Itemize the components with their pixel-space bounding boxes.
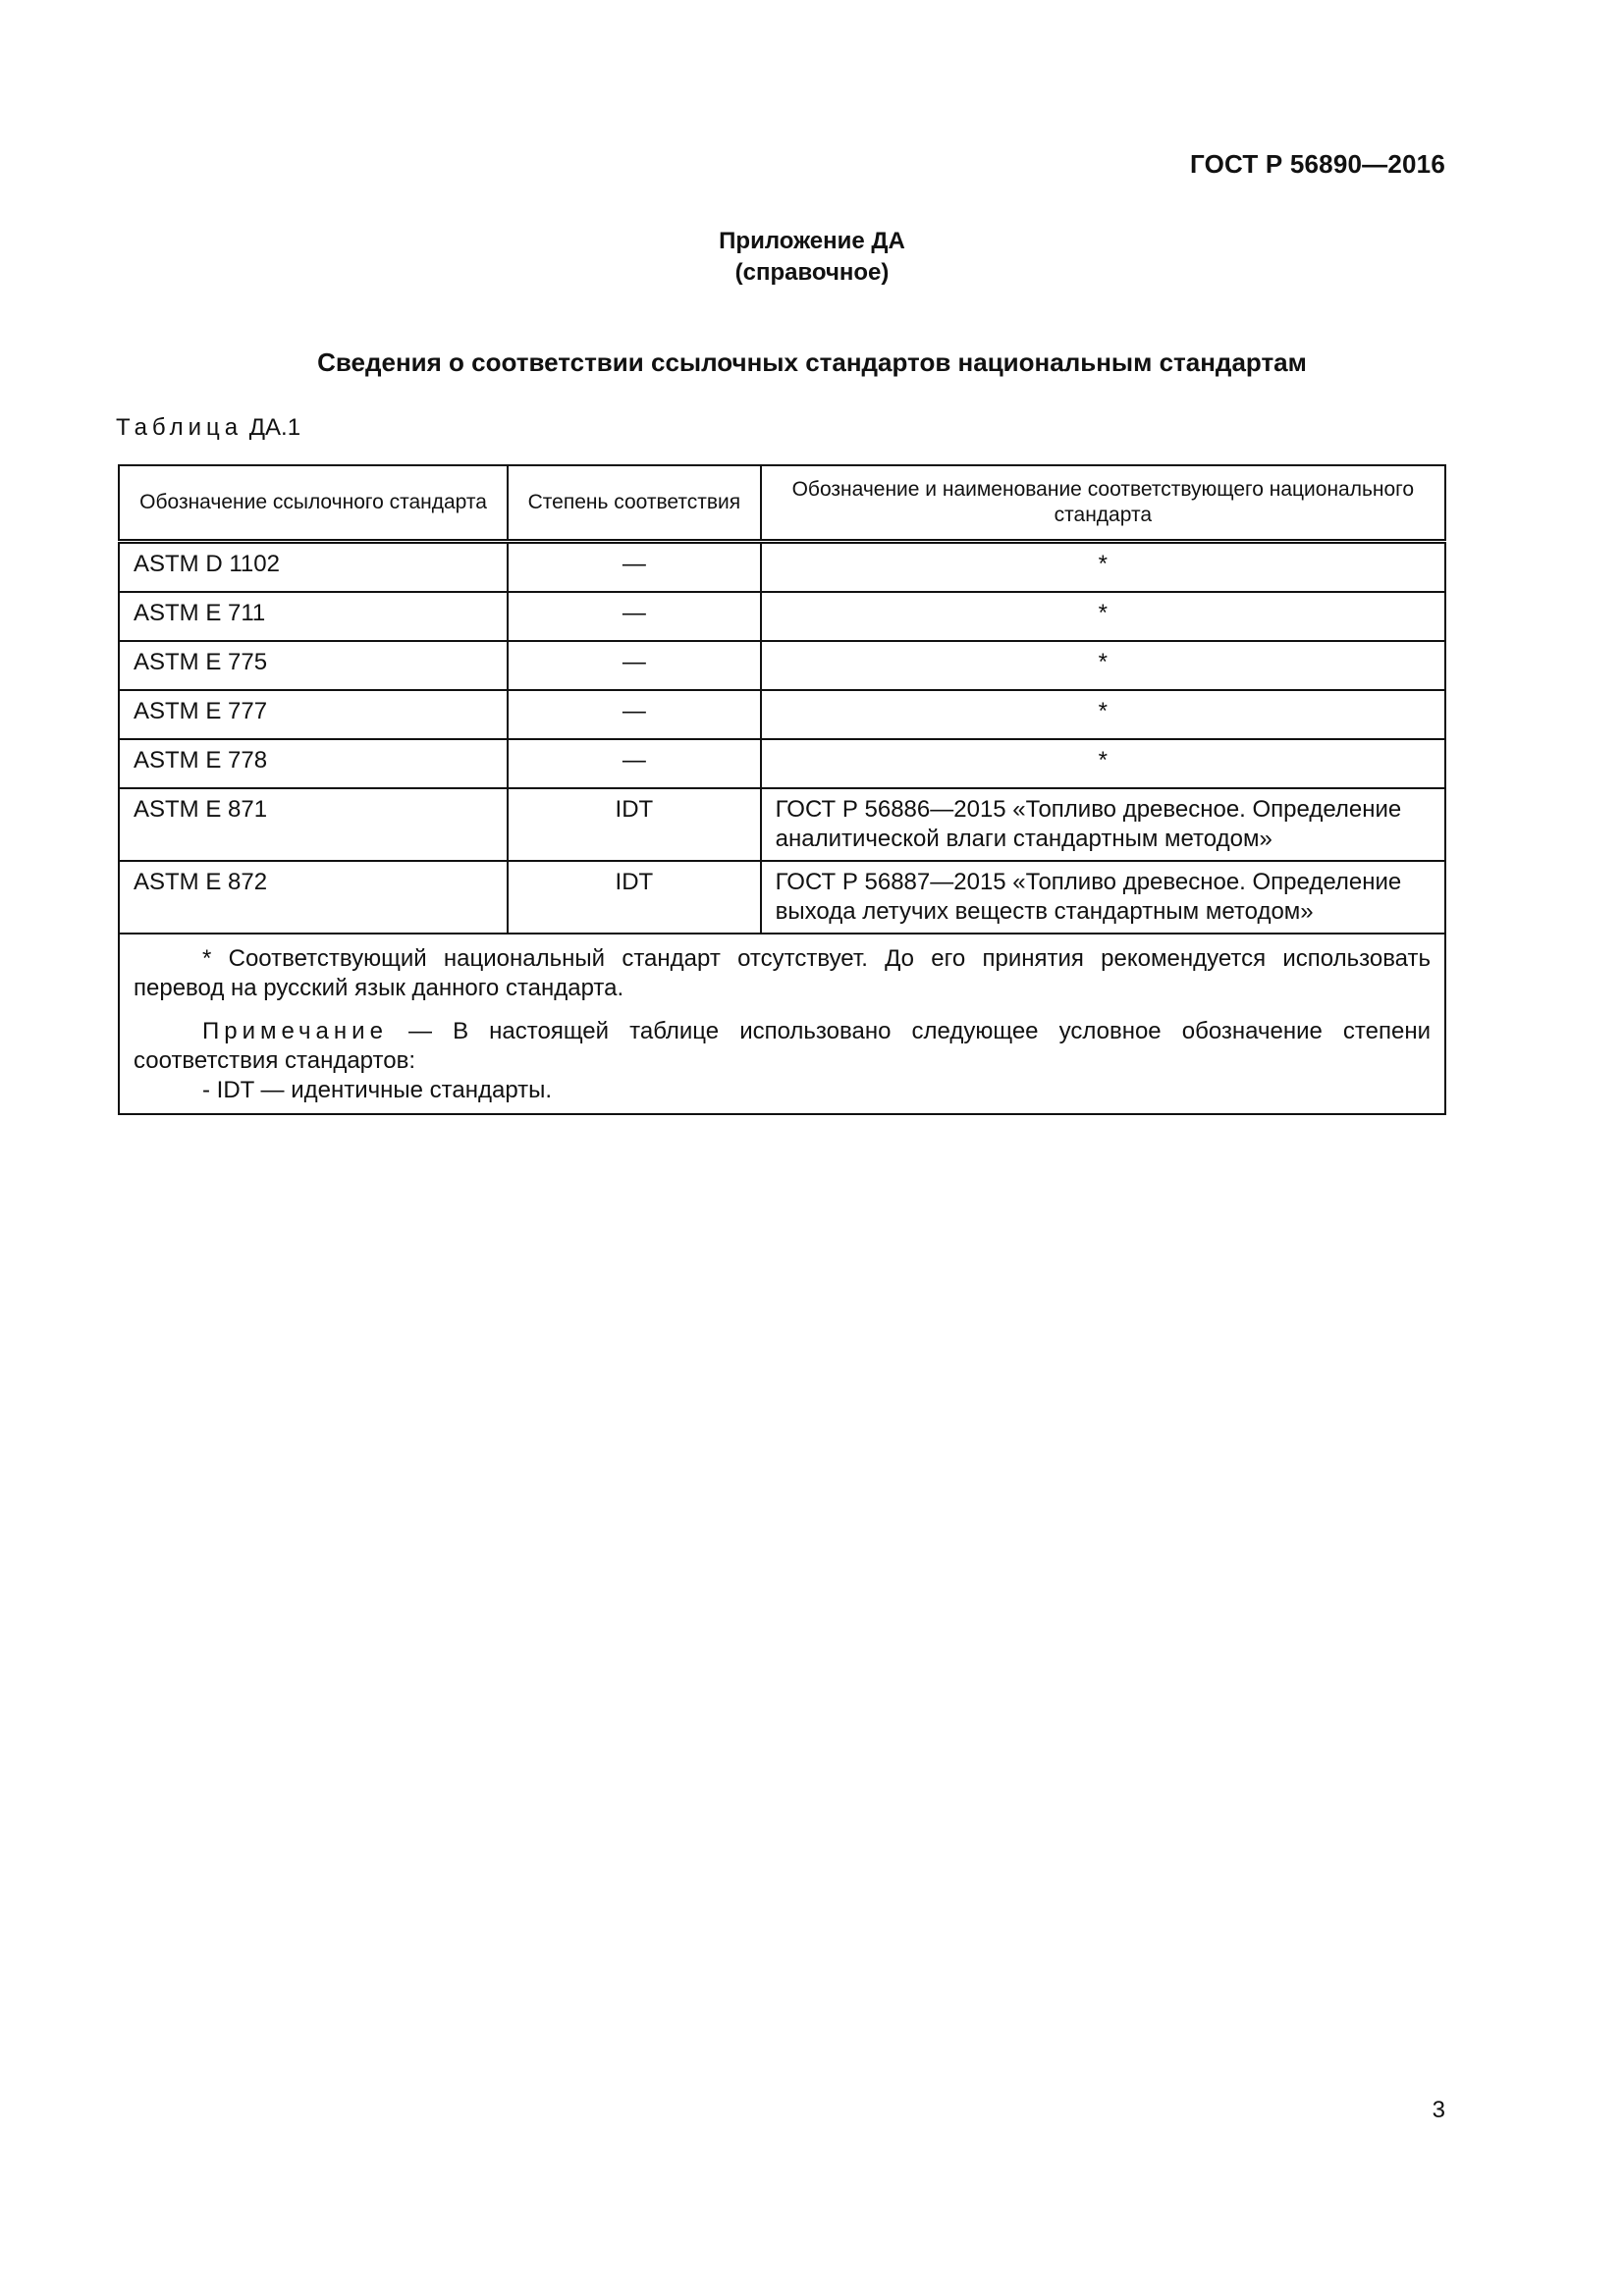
table-caption [116,414,300,442]
table-caption-label: Таблица [116,414,244,441]
table-row [119,592,1445,641]
table-footer-row [119,934,1445,1114]
table-row [119,690,1445,739]
cell-reference: ASTM E 775 [119,641,508,690]
cell-national: * [761,542,1445,593]
table-row [119,739,1445,788]
cell-degree: IDT [508,861,761,934]
table-row [119,788,1445,861]
cell-reference: ASTM D 1102 [119,542,508,593]
note-label: Примечание [202,1018,388,1044]
column-header-national: Обозначение и наименование соответствующего национального стандарта [761,465,1445,542]
table-row [119,641,1445,690]
annex-title: Приложение ДА [719,228,905,254]
cell-national: * [761,592,1445,641]
note-list-item: - IDT — идентичные стандарты. [202,1077,553,1103]
note-text: — В настоящей таблице использовано следующее условное обозначение степени соответствия стандартов: [134,1018,1431,1074]
cell-degree: IDT [508,788,761,861]
cell-degree: — [508,592,761,641]
cell-national: * [761,690,1445,739]
cell-degree: — [508,739,761,788]
cell-reference: ASTM E 777 [119,690,508,739]
cell-reference: ASTM E 778 [119,739,508,788]
cell-reference: ASTM E 871 [119,788,508,861]
correspondence-table [118,464,1446,1115]
annex-heading [0,226,1624,289]
page-number: 3 [1432,2097,1445,2123]
document-code: ГОСТ Р 56890—2016 [1190,149,1445,179]
cell-reference: ASTM E 872 [119,861,508,934]
cell-national: * [761,739,1445,788]
cell-national: ГОСТ Р 56886—2015 «Топливо древесное. Определение аналитической влаги стандартным методом» [761,788,1445,861]
table-caption-number: ДА.1 [248,414,301,441]
table-note [134,1017,1431,1076]
cell-degree: — [508,542,761,593]
annex-subtitle: (справочное) [734,259,890,286]
cell-reference: ASTM E 711 [119,592,508,641]
table-header-row [119,465,1445,542]
cell-national: ГОСТ Р 56887—2015 «Топливо древесное. Определение выхода летучих веществ стандартным методом» [761,861,1445,934]
column-header-reference: Обозначение ссылочного стандарта [119,465,508,542]
column-header-degree: Степень соответствия [508,465,761,542]
table-row [119,542,1445,593]
table-footnote: * Соответствующий национальный стандарт отсутствует. До его принятия рекомендуется использовать перевод на русский язык данного стандарта. [134,945,1431,1001]
table-footer-cell [119,934,1445,1114]
cell-degree: — [508,641,761,690]
cell-national: * [761,641,1445,690]
section-title: Сведения о соответствии ссылочных стандартов национальным стандартам [317,347,1307,377]
table-row [119,861,1445,934]
cell-degree: — [508,690,761,739]
